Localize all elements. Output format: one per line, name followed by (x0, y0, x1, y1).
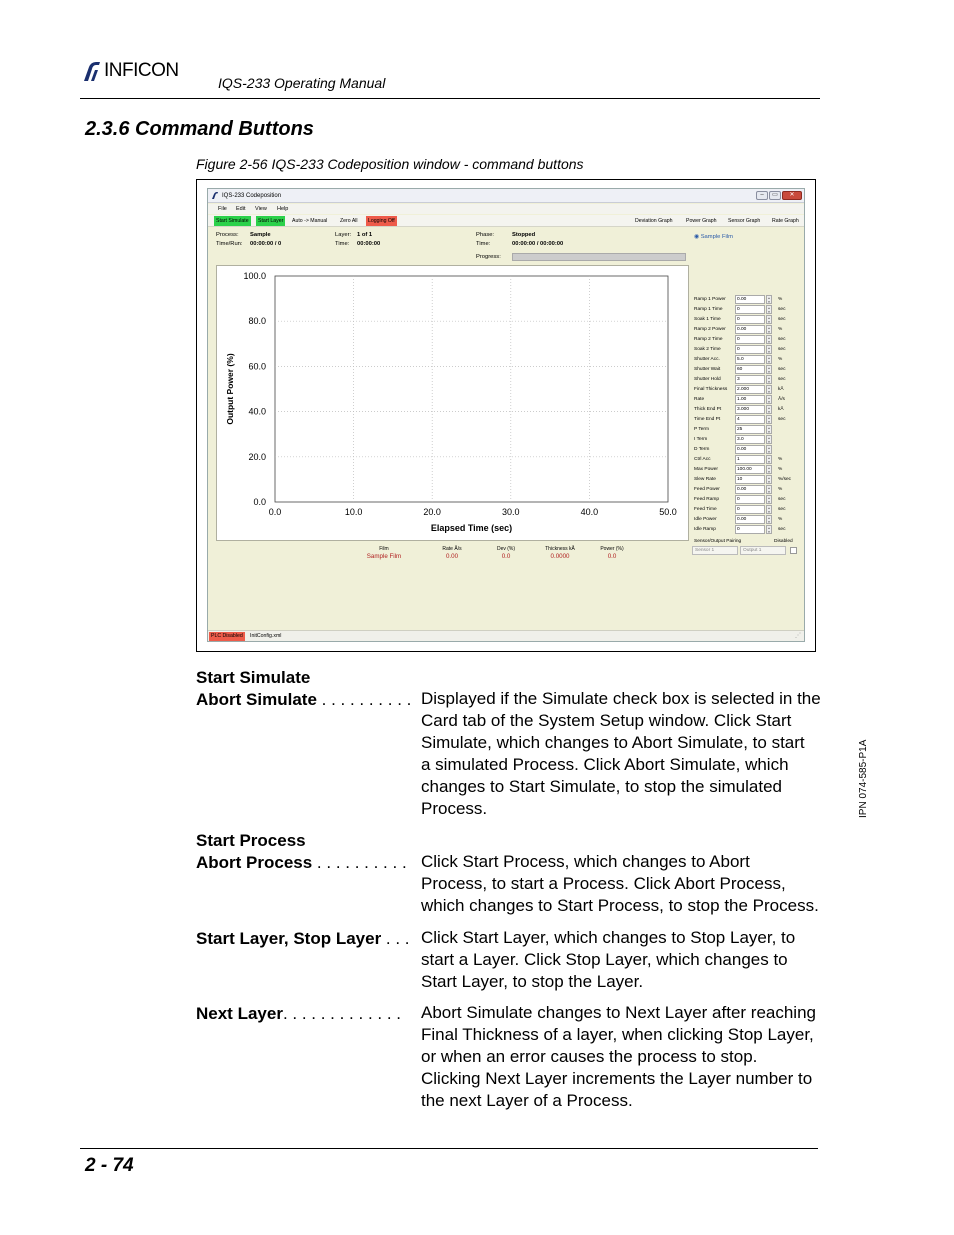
param-row (692, 335, 802, 345)
y-tick-label: 80.0 (248, 316, 266, 327)
x-axis-label: Elapsed Time (sec) (430, 523, 513, 533)
y-tick-label: 0.0 (253, 497, 266, 507)
param-unit: % (778, 467, 783, 472)
param-unit: sec (778, 417, 786, 422)
param-label: P Term (694, 427, 710, 432)
progress-bar (512, 253, 686, 261)
param-label: Time End Pt (694, 417, 721, 422)
param-row (692, 395, 802, 405)
side-ipn: IPN 074-585-P1A (858, 739, 869, 818)
y-tick-label: 20.0 (248, 451, 266, 462)
spinner-icon[interactable]: ▲ ▼ (767, 446, 771, 454)
minimize-button[interactable]: – (756, 191, 768, 200)
figure-frame (196, 179, 816, 652)
sensor-select[interactable]: Sensor 1 (692, 546, 738, 555)
spinner-icon[interactable]: ▲ ▼ (767, 526, 771, 534)
phase-time-value: 00:00:00 / 00:00:00 (512, 241, 564, 247)
param-row (692, 295, 802, 305)
param-label: Rate (694, 397, 705, 402)
y-axis-label: Output Power (%) (225, 353, 235, 425)
param-row (692, 515, 802, 525)
param-label: Shutter Hold (694, 377, 721, 382)
param-input[interactable]: 3.000 (735, 405, 765, 414)
param-unit: kÅ (778, 387, 784, 392)
param-unit: % (778, 357, 783, 362)
param-input[interactable]: 1.00 (735, 395, 765, 404)
menu-edit[interactable]: Edit (236, 206, 246, 212)
param-input[interactable]: 0.00 (735, 325, 765, 334)
desc-next-layer: Abort Simulate changes to Next Layer after reaching Final Thickness of a layer, when clicking Stop Layer, or when an error causes the process to stop. Clicking Next Layer increments the Layer number to the next Layer of a Process. (421, 1003, 816, 1110)
logging-off-button[interactable]: Logging Off (368, 218, 395, 224)
dev-value: 0.0 (501, 553, 511, 560)
param-row (692, 325, 802, 335)
process-label: Process: (216, 232, 239, 238)
param-input[interactable]: 2.000 (735, 385, 765, 394)
x-tick-label: 0.0 (268, 507, 282, 517)
x-tick-label: 40.0 (580, 507, 599, 517)
footer-rule (80, 1148, 818, 1149)
param-label: Shutter Wait (694, 367, 721, 372)
menu-help[interactable]: Help (277, 206, 289, 212)
param-input[interactable]: 3 (735, 375, 765, 384)
x-tick-label: 20.0 (423, 507, 441, 517)
sample-film-radio[interactable] (694, 234, 733, 240)
header-rule (80, 98, 820, 99)
param-row (692, 465, 802, 475)
param-input[interactable]: 0.00 (735, 515, 765, 524)
param-input[interactable]: 60 (735, 365, 765, 374)
param-unit: % (778, 517, 783, 522)
start-simulate-button[interactable]: Start Simulate (216, 218, 249, 224)
param-unit: sec (778, 377, 786, 382)
spinner-icon[interactable]: ▲ ▼ (767, 326, 771, 334)
param-label: Ramp 1 Time (694, 307, 723, 312)
param-input[interactable]: 0 (735, 335, 765, 344)
spinner-icon[interactable]: ▲ ▼ (767, 456, 771, 464)
spinner-icon[interactable]: ▲ ▼ (767, 376, 771, 384)
resize-grip-icon[interactable]: ⋰ (795, 633, 801, 639)
spinner-icon[interactable]: ▲ ▼ (767, 386, 771, 394)
window-title: IQS-233 Codeposition (222, 193, 282, 199)
film-label: Film (379, 546, 389, 552)
term-abort-process: Abort Process . . . . . . . . . . (196, 853, 407, 872)
power-chart (217, 266, 690, 542)
spinner-icon[interactable]: ▲ ▼ (767, 396, 771, 404)
param-input[interactable]: 10 (735, 475, 765, 484)
param-unit: sec (778, 317, 786, 322)
param-input[interactable]: 0.00 (735, 485, 765, 494)
param-unit: sec (778, 507, 786, 512)
spinner-icon[interactable]: ▲ ▼ (767, 296, 771, 304)
param-label: Ramp 1 Power (694, 297, 726, 302)
power-label: Power (%) (600, 546, 624, 552)
param-unit: sec (778, 527, 786, 532)
command-toolbar (208, 215, 804, 227)
output-select[interactable]: Output 1 (740, 546, 786, 555)
phase-time-label: Time: (476, 241, 491, 247)
y-tick-label: 40.0 (248, 406, 266, 417)
app-icon (212, 192, 218, 199)
param-label: Ramp 2 Time (694, 337, 723, 342)
phase-label: Phase: (476, 232, 495, 238)
spinner-icon[interactable]: ▲ ▼ (767, 306, 771, 314)
param-row (692, 365, 802, 375)
param-unit: % (778, 297, 783, 302)
param-input[interactable]: 0 (735, 505, 765, 514)
auto-manual-button[interactable]: Auto -> Manual (292, 218, 328, 224)
zero-all-button[interactable]: Zero All (340, 218, 358, 224)
film-value: Sample Film (366, 553, 402, 560)
spinner-icon[interactable]: ▲ ▼ (767, 506, 771, 514)
term-start-process: Start Process (196, 831, 306, 850)
param-label: Feed Power (694, 487, 720, 492)
param-row (692, 415, 802, 425)
term-start-stop-layer: Start Layer, Stop Layer . . . (196, 929, 410, 948)
spinner-icon[interactable]: ▲ ▼ (767, 436, 771, 444)
param-unit: Å/s (778, 397, 785, 402)
param-label: Ramp 2 Power (694, 327, 726, 332)
param-input[interactable]: 1 (735, 455, 765, 464)
spinner-icon[interactable]: ▲ ▼ (767, 516, 771, 524)
param-input[interactable]: 100.00 (735, 465, 765, 474)
plc-status: PLC Disabled (211, 633, 243, 639)
desc-process: Click Start Process, which changes to Abort Process, to start a Process. Click Abort Process, which changes to Start Process, to stop the Process. (421, 852, 819, 915)
time-value: 00:00:00 (357, 241, 381, 247)
desc-layer: Click Start Layer, which changes to Stop Layer, to start a Layer. Click Stop Layer, which changes to Start Layer, to stop the Layer. (421, 928, 796, 991)
param-label: I Term (694, 437, 708, 442)
param-label: Idle Ramp (694, 527, 716, 532)
sensor-pairing-label: Sensor/Output Pairing (694, 539, 742, 544)
deviation-graph-button[interactable]: Deviation Graph (635, 218, 673, 224)
param-input[interactable]: 0 (735, 495, 765, 504)
progress-label: Progress: (476, 254, 501, 260)
param-label: Thick End Pt (694, 407, 722, 412)
param-input[interactable]: 4 (735, 415, 765, 424)
sensor-pairing-state: Disabled (774, 539, 793, 544)
x-tick-label: 10.0 (344, 507, 363, 517)
param-input[interactable]: 0.00 (735, 295, 765, 304)
spinner-icon[interactable]: ▲ ▼ (767, 346, 771, 354)
param-input[interactable]: 0 (735, 345, 765, 354)
param-label: Idle Power (694, 517, 717, 522)
parameter-panel (692, 233, 802, 533)
spinner-icon[interactable]: ▲ ▼ (767, 406, 771, 414)
start-layer-button[interactable]: Start Layer (258, 218, 284, 224)
param-row (692, 485, 802, 495)
spinner-icon[interactable]: ▲ ▼ (767, 486, 771, 494)
param-row (692, 315, 802, 325)
param-input[interactable]: 3.0 (735, 435, 765, 444)
param-row (692, 355, 802, 365)
param-input[interactable]: 25 (735, 425, 765, 434)
param-unit: % (778, 487, 783, 492)
param-row (692, 505, 802, 515)
param-unit: kÅ (778, 407, 784, 412)
param-row (692, 345, 802, 355)
x-tick-label: 30.0 (502, 507, 520, 517)
param-unit: % (778, 457, 783, 462)
power-graph-panel (216, 265, 689, 541)
spinner-icon[interactable]: ▲ ▼ (767, 426, 771, 434)
spinner-icon[interactable]: ▲ ▼ (767, 366, 771, 374)
status-bar (208, 630, 804, 642)
term-start-simulate: Start Simulate (196, 668, 311, 687)
close-button[interactable]: ✕ (782, 191, 802, 200)
param-row (692, 525, 802, 535)
param-label: Slew Rate (694, 477, 716, 482)
section-title: 2.3.6 Command Buttons (85, 118, 314, 140)
pairing-checkbox[interactable] (790, 547, 797, 554)
time-label: Time: (335, 241, 350, 247)
param-label: Soak 1 Time (694, 317, 721, 322)
sensor-graph-button[interactable]: Sensor Graph (728, 218, 761, 224)
param-label: Ctrl Acc (694, 457, 711, 462)
inficon-logo (82, 58, 202, 86)
menu-file[interactable]: File (218, 206, 227, 212)
timerun-label: Time/Run: (216, 241, 243, 247)
dev-label: Dev (%) (496, 546, 516, 552)
param-row (692, 455, 802, 465)
window-titlebar (208, 189, 804, 203)
spinner-icon[interactable]: ▲ ▼ (767, 466, 771, 474)
param-unit: sec (778, 307, 786, 312)
phase-value: Stopped (512, 232, 536, 238)
param-row (692, 305, 802, 315)
sample-film-label: Sample Film (700, 234, 733, 240)
spinner-icon[interactable]: ▲ ▼ (767, 316, 771, 324)
layer-value: 1 of 1 (357, 232, 373, 238)
inficon-logo-mark-icon (82, 61, 102, 83)
thickness-value: 0.0000 (550, 553, 570, 560)
page-number: 2 - 74 (85, 1155, 134, 1176)
param-label: Feed Ramp (694, 497, 720, 502)
param-label: D Term (694, 447, 710, 452)
term-next-layer: Next Layer. . . . . . . . . . . . . (196, 1004, 402, 1023)
process-value: Sample (250, 232, 271, 238)
codeposition-window (207, 188, 805, 642)
logo-text: INFICON (104, 60, 179, 81)
timerun-value: 00:00:00 / 0 (250, 241, 282, 247)
param-row (692, 495, 802, 505)
term-abort-simulate: Abort Simulate . . . . . . . . . . (196, 690, 412, 709)
power-graph-button[interactable]: Power Graph (686, 218, 717, 224)
param-unit: sec (778, 497, 786, 502)
plot-area (275, 276, 668, 502)
param-row (692, 385, 802, 395)
spinner-icon[interactable]: ▲ ▼ (767, 416, 771, 424)
spinner-icon[interactable]: ▲ ▼ (767, 336, 771, 344)
param-input[interactable]: 0 (735, 315, 765, 324)
param-label: Max Power (694, 467, 718, 472)
param-row (692, 475, 802, 485)
param-input[interactable]: 5.0 (735, 355, 765, 364)
rate-label: Rate Å/s (442, 546, 462, 552)
manual-title: IQS-233 Operating Manual (218, 75, 386, 91)
param-row (692, 375, 802, 385)
spinner-icon[interactable]: ▲ ▼ (767, 496, 771, 504)
thickness-label: Thickness kÅ (545, 546, 575, 552)
param-unit: % (778, 327, 783, 332)
spinner-icon[interactable]: ▲ ▼ (767, 356, 771, 364)
param-row (692, 425, 802, 435)
config-file: InitConfig.xml (250, 633, 282, 639)
figure-caption: Figure 2-56 IQS-233 Codeposition window - command buttons (196, 156, 584, 172)
param-unit: sec (778, 337, 786, 342)
param-row (692, 435, 802, 445)
param-unit: sec (778, 347, 786, 352)
param-label: Soak 2 Time (694, 347, 721, 352)
param-label: Feed Time (694, 507, 717, 512)
maximize-button[interactable]: ▭ (769, 191, 781, 200)
param-unit: sec (778, 367, 786, 372)
param-unit: %/sec (778, 477, 792, 482)
param-input[interactable]: 0 (735, 305, 765, 314)
param-input[interactable]: 0 (735, 525, 765, 534)
desc-simulate: Displayed if the Simulate check box is selected in the Card tab of the System Setup window. Click Start Simulate, which changes to Abort Simulate, to start a simulated Process. Click Abort Simulate, which changes to Start Simulate, to stop the simulated Process. (421, 689, 821, 818)
power-value: 0.0 (607, 553, 617, 560)
y-tick-label: 60.0 (248, 361, 266, 372)
param-row (692, 405, 802, 415)
menu-bar (208, 204, 804, 214)
rate-value: 0.00 (445, 553, 459, 560)
spinner-icon[interactable]: ▲ ▼ (767, 476, 771, 484)
layer-label: Layer: (335, 232, 352, 238)
radio-selected-icon: ◉ (694, 234, 700, 240)
param-label: Final Thickness (694, 387, 728, 392)
param-row (692, 445, 802, 455)
rate-graph-button[interactable]: Rate Graph (772, 218, 799, 224)
y-tick-label: 100.0 (243, 271, 266, 281)
param-input[interactable]: 0.00 (735, 445, 765, 454)
menu-view[interactable]: View (255, 206, 267, 212)
param-label: Shutter Acc. (694, 357, 720, 362)
x-tick-label: 50.0 (659, 507, 677, 517)
